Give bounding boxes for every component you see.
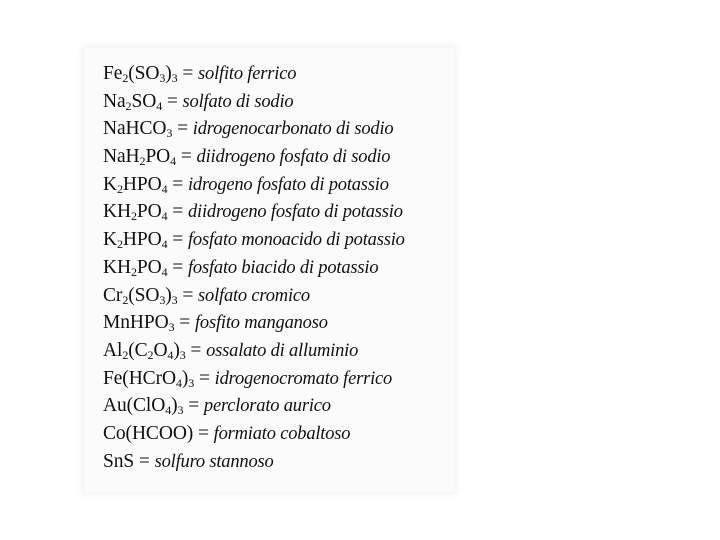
formula-subscript: 4 — [161, 181, 168, 196]
equals-sign: = — [167, 201, 188, 223]
formula-text: SO — [131, 90, 157, 112]
compound-name: idrogenocarbonato di sodio — [192, 119, 394, 140]
formula-text: Au(ClO — [103, 395, 166, 417]
equals-sign: = — [176, 146, 197, 168]
compound-line — [103, 254, 453, 282]
formula-subscript: 3 — [166, 126, 173, 141]
compound-line — [103, 309, 453, 337]
formula-text: (C — [128, 339, 148, 361]
chemical-formula — [103, 285, 178, 306]
compound-line — [103, 198, 453, 226]
formula-subscript: 4 — [161, 209, 168, 224]
formula-subscript: 4 — [156, 98, 163, 113]
compound-line — [103, 226, 453, 254]
equals-sign: = — [167, 173, 188, 195]
formula-subscript: 3 — [159, 292, 166, 307]
chemical-formula — [103, 312, 175, 333]
chemical-formula — [103, 63, 178, 84]
compound-name: diidrogeno fosfato di potassio — [187, 202, 403, 223]
compound-line — [103, 60, 453, 88]
formula-subscript: 2 — [122, 347, 129, 362]
chemical-formula — [103, 451, 134, 472]
equals-sign: = — [193, 422, 214, 444]
compound-name: solfato di sodio — [182, 91, 294, 112]
formula-subscript: 3 — [171, 71, 178, 85]
compound-line — [103, 420, 453, 448]
formula-subscript: 2 — [130, 264, 137, 279]
formula-subscript: 2 — [122, 292, 129, 307]
formula-text: KH — [103, 201, 131, 223]
formula-subscript: 2 — [116, 237, 123, 252]
formula-subscript: 3 — [188, 375, 195, 390]
compound-name: fosfato monoacido di potassio — [187, 230, 405, 251]
compound-name: solfuro stannoso — [154, 451, 274, 472]
equals-sign: = — [194, 367, 215, 389]
formula-subscript: 4 — [161, 237, 168, 252]
compound-line — [103, 365, 453, 393]
formula-text: Fe — [103, 63, 123, 84]
formula-text: PO — [136, 201, 162, 223]
formula-text: MnHPO — [103, 312, 169, 334]
formula-subscript: 3 — [168, 320, 175, 335]
formula-subscript: 2 — [125, 98, 132, 113]
compound-line — [103, 448, 453, 476]
formula-text: ) — [181, 367, 189, 389]
equals-sign: = — [167, 229, 188, 251]
compound-name: idrogeno fosfato di potassio — [187, 174, 389, 195]
formula-subscript: 4 — [167, 347, 174, 362]
compound-name: formiato cobaltoso — [213, 423, 351, 444]
compound-line — [103, 282, 453, 310]
formula-text: ) — [165, 284, 172, 306]
chemical-formula — [103, 118, 172, 139]
formula-subscript: 2 — [122, 71, 129, 85]
formula-text: HPO — [122, 173, 162, 195]
formula-text: PO — [136, 256, 162, 278]
equals-sign: = — [183, 395, 204, 417]
compound-line — [103, 88, 453, 116]
formula-text: ) — [165, 63, 172, 84]
chemical-formula — [103, 91, 162, 112]
chemical-formula — [103, 368, 194, 389]
compound-name: fosfato biacido di potassio — [187, 257, 379, 278]
equals-sign: = — [185, 339, 207, 361]
formula-text: HPO — [122, 229, 162, 251]
equals-sign: = — [162, 90, 183, 112]
equals-sign: = — [177, 63, 199, 84]
chemical-formula — [103, 201, 168, 222]
chemical-formula — [103, 229, 168, 250]
formula-subscript: 2 — [130, 209, 137, 224]
compound-name: diidrogeno fosfato di sodio — [196, 147, 391, 168]
formula-text: Al — [103, 339, 123, 361]
formula-text: Cr — [103, 284, 123, 306]
formula-text: O — [153, 339, 168, 361]
equals-sign: = — [167, 256, 188, 278]
compound-name: ossalato di alluminio — [206, 340, 359, 361]
formula-subscript: 3 — [177, 403, 184, 418]
chemical-formula — [103, 257, 168, 278]
formula-text: K — [103, 229, 117, 251]
formula-text: Fe(HCrO — [103, 367, 176, 389]
compound-line — [103, 115, 453, 143]
compound-list — [103, 60, 453, 475]
formula-text: (SO — [128, 63, 160, 84]
formula-subscript: 2 — [147, 347, 154, 362]
formula-text: KH — [103, 256, 131, 278]
equals-sign: = — [174, 312, 195, 334]
formula-subscript: 3 — [179, 347, 186, 362]
formula-text: NaH — [103, 146, 140, 168]
formula-text: PO — [145, 146, 171, 168]
formula-subscript: 2 — [116, 181, 123, 196]
formula-subscript: 4 — [165, 403, 172, 418]
formula-text: Co(HCOO) — [103, 422, 194, 444]
formula-subscript: 3 — [171, 292, 178, 307]
compound-name: idrogenocromato ferrico — [214, 368, 393, 389]
formula-text: SnS — [103, 450, 135, 472]
compound-line — [103, 143, 453, 171]
equals-sign: = — [172, 118, 193, 140]
formula-text: ) — [173, 339, 180, 361]
chemical-formula — [103, 395, 183, 416]
compound-name: solfito ferrico — [198, 64, 297, 84]
compound-name: fosfito manganoso — [194, 313, 328, 334]
formula-subscript: 4 — [161, 264, 168, 279]
formula-subscript: 3 — [159, 71, 166, 85]
equals-sign: = — [134, 450, 155, 472]
formula-subscript: 2 — [139, 154, 146, 169]
formula-text: (SO — [128, 284, 160, 306]
chemical-formula — [103, 146, 176, 167]
chemical-formula — [103, 340, 186, 361]
compound-name: solfato cromico — [198, 285, 310, 306]
equals-sign: = — [177, 284, 199, 306]
compound-line — [103, 337, 453, 365]
chemical-formula — [103, 174, 168, 195]
chemical-formula — [103, 423, 193, 444]
formula-text: Na — [103, 90, 126, 112]
compound-name: perclorato aurico — [203, 396, 331, 417]
formula-subscript: 4 — [170, 154, 177, 169]
formula-subscript: 4 — [175, 375, 182, 390]
formula-text: K — [103, 173, 117, 195]
compound-line — [103, 171, 453, 199]
formula-text: NaHCO — [103, 118, 167, 140]
formula-text: ) — [171, 395, 178, 417]
compound-line — [103, 392, 453, 420]
